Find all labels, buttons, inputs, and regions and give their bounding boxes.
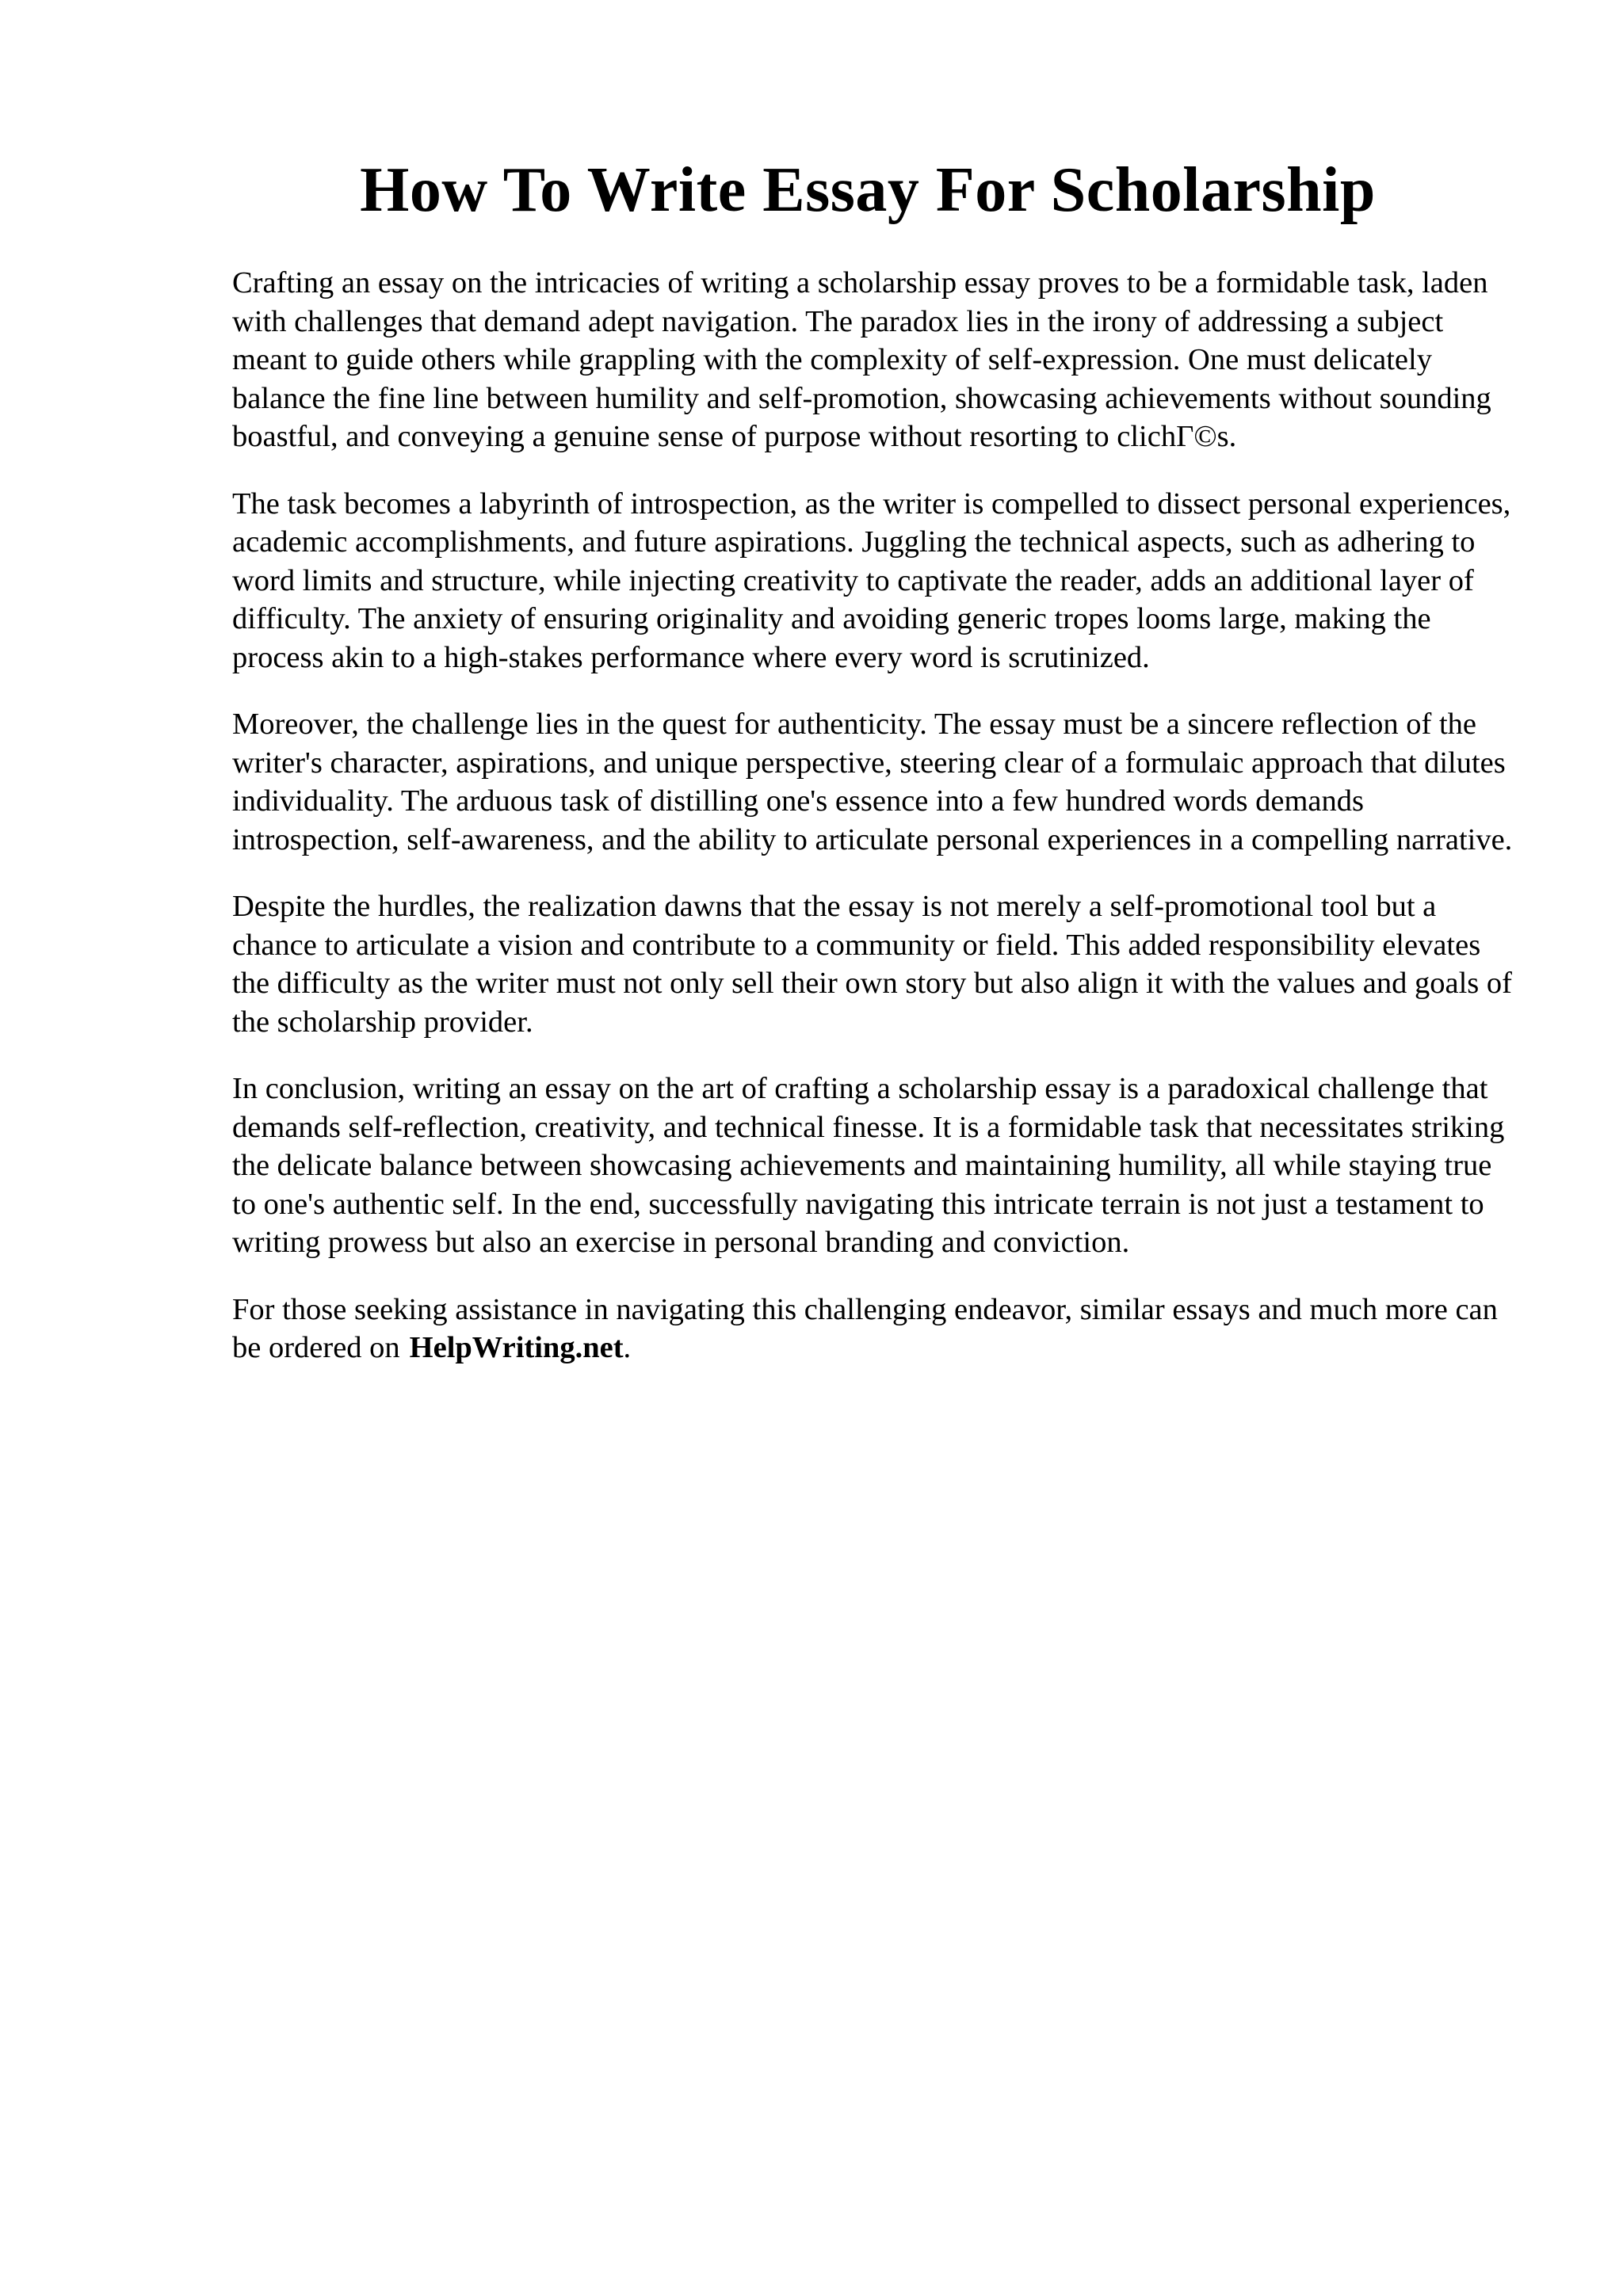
- closing-period: .: [623, 1331, 632, 1364]
- closing-text: For those seeking assistance in navigating this challenging endeavor, similar essays and much more can be ordered on: [232, 1292, 1498, 1364]
- paragraph-1: Crafting an essay on the intricacies of writing a scholarship essay proves to be a formidable task, laden with challenges that demand adept navigation. The paradox lies in the irony of addressing a subject meant to guide others while grappling with the complexity of self-expression. One must delicately balance the fine line between humility and self-promotion, showcasing achievements without sounding boastful, and conveying a genuine sense of purpose without resorting to clichГ©s.: [232, 266, 1491, 453]
- essay-body: [232, 264, 1516, 1396]
- paragraph-3: Moreover, the challenge lies in the quest for authenticity. The essay must be a sincere reflection of the writer's character, aspirations, and unique perspective, steering clear of a formulaic approach that dilutes individuality. The arduous task of distilling one's essence into a few hundred words demands introspection, self-awareness, and the ability to articulate personal experiences in a compelling narrative.: [232, 707, 1513, 856]
- paragraph-2: The task becomes a labyrinth of introspection, as the writer is compelled to dissect personal experiences, academic accomplishments, and future aspirations. Juggling the technical aspects, such as adhering to word limits and structure, while injecting creativity to captivate the reader, adds an additional layer of difficulty. The anxiety of ensuring originality and avoiding generic tropes looms large, making the process akin to a high-stakes performance where every word is scrutinized.: [232, 486, 1511, 674]
- paragraph-5: In conclusion, writing an essay on the art of crafting a scholarship essay is a paradoxical challenge that demands self-reflection, creativity, and technical finesse. It is a formidable task that necessitates striking the delicate balance between showcasing achievements and maintaining humility, all while staying true to one's authentic self. In the end, successfully navigating this intricate terrain is not just a testament to writing prowess but also an exercise in personal branding and conviction.: [232, 1072, 1505, 1259]
- helpwriting-link[interactable]: HelpWriting.net: [409, 1331, 624, 1364]
- paragraph-4: Despite the hurdles, the realization dawns that the essay is not merely a self-promotional tool but a chance to articulate a vision and contribute to a community or field. This added responsibility elevates the difficulty as the writer must not only sell their own story but also align it with the values and goals of the scholarship provider.: [232, 890, 1512, 1039]
- closing-paragraph: [232, 1291, 1516, 1367]
- page-title: How To Write Essay For Scholarship: [360, 155, 1376, 225]
